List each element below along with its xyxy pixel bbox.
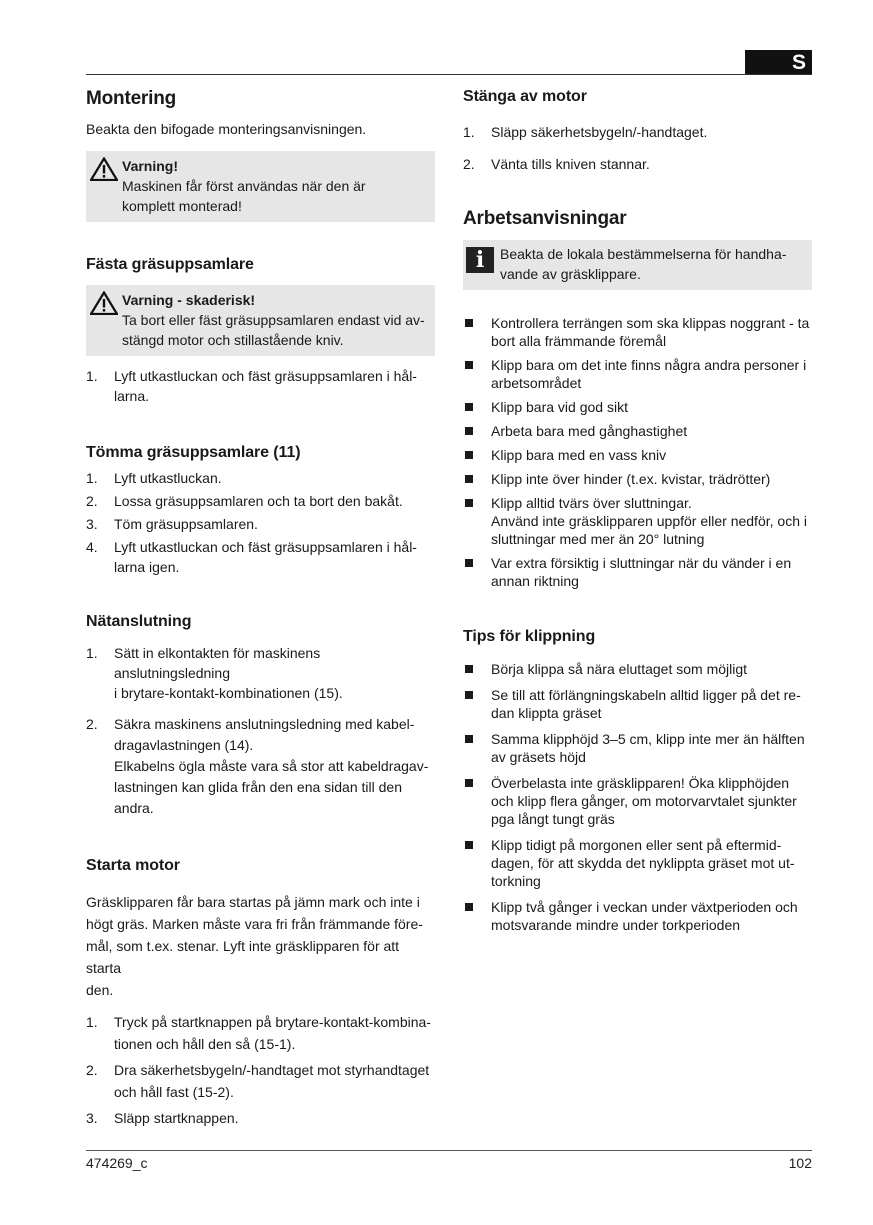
- tomma-steps: [86, 468, 435, 577]
- info-text-line: vande av gräsklippare.: [500, 266, 641, 282]
- bullet-text: och klipp flera gånger, om motorvarvtalet sjunkter: [491, 793, 797, 809]
- bullet-square: [465, 427, 473, 435]
- warning-box-fasta: [86, 285, 435, 356]
- bullet-square: [465, 841, 473, 849]
- warning-box-montering: [86, 151, 435, 222]
- bullet-square: [465, 403, 473, 411]
- bullet-text: Klipp alltid tvärs över sluttningar.: [491, 495, 692, 511]
- section-title-tips: Tips för klippning: [463, 628, 596, 645]
- step-text: Lyft utkastluckan och fäst gräsuppsamlaren i hål-: [114, 368, 417, 384]
- list-item: [86, 643, 435, 703]
- bullet-square: [465, 691, 473, 699]
- warning-triangle-icon: [90, 291, 118, 315]
- footer-rule: [86, 1150, 812, 1151]
- language-tab: S: [745, 50, 812, 75]
- montering-intro: Beakta den bifogade monteringsanvisningen.: [86, 121, 367, 137]
- bullet-text: Klipp bara med en vass kniv: [491, 447, 667, 463]
- step-text: dragavlastningen (14).: [114, 737, 254, 753]
- list-item: [463, 554, 812, 590]
- list-item: [463, 774, 812, 828]
- list-item: [86, 366, 435, 406]
- bullet-square: [465, 451, 473, 459]
- step-text: Lyft utkastluckan.: [114, 470, 222, 486]
- natanslutning-steps: [86, 643, 435, 819]
- bullet-text: Se till att förlängningskabeln alltid ligger på det re-: [491, 687, 801, 703]
- bullet-text: Börja klippa så nära eluttaget som möjligt: [491, 661, 748, 677]
- info-box: [463, 240, 812, 290]
- paragraph-line: Gräsklipparen får bara startas på jämn mark och inte i: [86, 894, 420, 910]
- warning-text-line: Ta bort eller fäst gräsuppsamlaren endast vid av-: [122, 312, 425, 328]
- starta-paragraph: [86, 891, 435, 1001]
- list-item: [463, 422, 812, 440]
- list-item: [463, 154, 812, 174]
- starta-steps: [86, 1011, 435, 1129]
- bullet-text: Klipp två gånger i veckan under växtperioden och: [491, 899, 798, 915]
- bullet-text: Klipp inte över hinder (t.ex. kvistar, trädrötter): [491, 471, 771, 487]
- paragraph-line: högt gräs. Marken måste vara fri från främmande före-: [86, 916, 423, 932]
- stanga-steps: [463, 122, 812, 174]
- step-text: larna igen.: [114, 559, 180, 575]
- step-number: 1.: [86, 1014, 98, 1030]
- bullet-text: Arbeta bara med gånghastighet: [491, 423, 688, 439]
- left-column: [86, 86, 435, 1129]
- step-number: 2.: [86, 1062, 98, 1078]
- section-title-fasta: Fästa gräsuppsamlare: [86, 256, 254, 273]
- list-item: [86, 537, 435, 577]
- bullet-text: sluttningar med mer än 20° lutning: [491, 531, 705, 547]
- step-text: i brytare-kontakt-kombinationen (15).: [114, 685, 343, 701]
- list-item: [463, 898, 812, 934]
- list-item: [463, 446, 812, 464]
- list-item: [86, 468, 435, 488]
- warning-text-line: Maskinen får först användas när den är: [122, 178, 366, 194]
- tips-bullets: [463, 660, 812, 934]
- bullet-text: dagen, för att skydda det nyklippta gräset mot ut-: [491, 855, 795, 871]
- step-text: tionen och håll den så (15-1).: [114, 1036, 296, 1052]
- list-item: [86, 714, 435, 819]
- bullet-square: [465, 475, 473, 483]
- paragraph-line: mål, som t.ex. stenar. Lyft inte gräsklipparen för att starta: [86, 938, 400, 976]
- step-number: 2.: [463, 156, 475, 172]
- step-text: Sätt in elkontakten för maskinens anslutningsledning: [114, 645, 321, 681]
- list-item: [86, 1011, 435, 1055]
- bullet-square: [465, 499, 473, 507]
- list-item: [463, 686, 812, 722]
- info-text-line: Beakta de lokala bestämmelserna för handha-: [500, 246, 787, 262]
- warning-text-line: komplett monterad!: [122, 198, 242, 214]
- bullet-square: [465, 319, 473, 327]
- step-text: Tryck på startknappen på brytare-kontakt-kombina-: [114, 1014, 431, 1030]
- step-text: lastningen kan glida från den ena sidan till den: [114, 779, 402, 795]
- paragraph-line: den.: [86, 982, 114, 998]
- section-title-stanga: Stänga av motor: [463, 88, 587, 105]
- bullet-text: Kontrollera terrängen som ska klippas noggrant - ta: [491, 315, 810, 331]
- step-text: Släpp startknappen.: [114, 1110, 239, 1126]
- list-item: [463, 494, 812, 548]
- step-text: Lossa gräsuppsamlaren och ta bort den bakåt.: [114, 493, 403, 509]
- bullet-square: [465, 903, 473, 911]
- step-text: Lyft utkastluckan och fäst gräsuppsamlaren i hål-: [114, 539, 417, 555]
- step-number: 1.: [86, 470, 98, 486]
- section-title-starta: Starta motor: [86, 857, 180, 874]
- list-item: [86, 1107, 435, 1129]
- step-text: Töm gräsuppsamlaren.: [114, 516, 258, 532]
- list-item: [463, 730, 812, 766]
- step-text: och håll fast (15-2).: [114, 1084, 234, 1100]
- bullet-text: pga långt tungt gräs: [491, 811, 615, 827]
- arbets-bullets: [463, 314, 812, 590]
- step-text: Elkabelns ögla måste vara så stor att kabeldragav-: [114, 758, 429, 774]
- bullet-text: Överbelasta inte gräsklipparen! Öka klipphöjden: [491, 775, 790, 791]
- step-text: Dra säkerhetsbygeln/-handtaget mot styrhandtaget: [114, 1062, 430, 1078]
- bullet-text: Klipp bara om det inte finns några andra personer i: [491, 357, 807, 373]
- bullet-square: [465, 665, 473, 673]
- step-text: Vänta tills kniven stannar.: [491, 156, 650, 172]
- list-item: [463, 398, 812, 416]
- step-number: 4.: [86, 539, 98, 555]
- warning-title: Varning!: [122, 158, 179, 174]
- step-number: 3.: [86, 516, 98, 532]
- info-icon: i: [466, 247, 494, 273]
- bullet-text: Samma klipphöjd 3–5 cm, klipp inte mer än hälften: [491, 731, 805, 747]
- fasta-steps: [86, 366, 435, 406]
- warning-triangle-icon: [90, 157, 118, 181]
- step-text: Säkra maskinens anslutningsledning med kabel-: [114, 716, 415, 732]
- bullet-square: [465, 361, 473, 369]
- list-item: [463, 122, 812, 142]
- bullet-text: arbetsområdet: [491, 375, 582, 391]
- section-title-montering: Montering: [86, 88, 177, 109]
- bullet-text: annan riktning: [491, 573, 579, 589]
- bullet-text: av gräsets höjd: [491, 749, 586, 765]
- step-text: larna.: [114, 388, 150, 404]
- section-title-tomma: Tömma gräsuppsamlare (11): [86, 444, 301, 461]
- step-number: 1.: [463, 124, 475, 140]
- section-title-arbetsanvisningar: Arbetsanvisningar: [463, 208, 627, 229]
- list-item: [463, 836, 812, 890]
- step-text: andra.: [114, 800, 154, 816]
- bullet-text: Klipp bara vid god sikt: [491, 399, 628, 415]
- list-item: [86, 491, 435, 511]
- step-number: 1.: [86, 368, 98, 384]
- bullet-text: motsvarande mindre under torkperioden: [491, 917, 741, 933]
- document-number: 474269_c: [86, 1155, 148, 1171]
- warning-title: Varning - skaderisk!: [122, 292, 256, 308]
- step-number: 2.: [86, 716, 98, 732]
- bullet-square: [465, 779, 473, 787]
- bullet-text: Klipp tidigt på morgonen eller sent på eftermid-: [491, 837, 782, 853]
- step-text: Släpp säkerhetsbygeln/-handtaget.: [491, 124, 708, 140]
- list-item: [86, 1059, 435, 1103]
- header-rule: [86, 74, 812, 75]
- step-number: 2.: [86, 493, 98, 509]
- bullet-text: dan klippta gräset: [491, 705, 602, 721]
- list-item: [463, 470, 812, 488]
- list-item: [463, 660, 812, 678]
- right-column: [463, 86, 812, 934]
- warning-text-line: stängd motor och stillastående kniv.: [122, 332, 344, 348]
- step-number: 3.: [86, 1110, 98, 1126]
- section-title-natanslutning: Nätanslutning: [86, 613, 192, 630]
- bullet-text: Använd inte gräsklipparen uppför eller nedför, och i: [491, 513, 807, 529]
- page-number: 102: [788, 1155, 812, 1171]
- list-item: [86, 514, 435, 534]
- bullet-square: [465, 559, 473, 567]
- list-item: [463, 356, 812, 392]
- bullet-text: bort alla främmande föremål: [491, 333, 667, 349]
- bullet-text: torkning: [491, 873, 541, 889]
- bullet-text: Var extra försiktig i sluttningar när du vänder i en: [491, 555, 792, 571]
- step-number: 1.: [86, 645, 98, 661]
- list-item: [463, 314, 812, 350]
- bullet-square: [465, 735, 473, 743]
